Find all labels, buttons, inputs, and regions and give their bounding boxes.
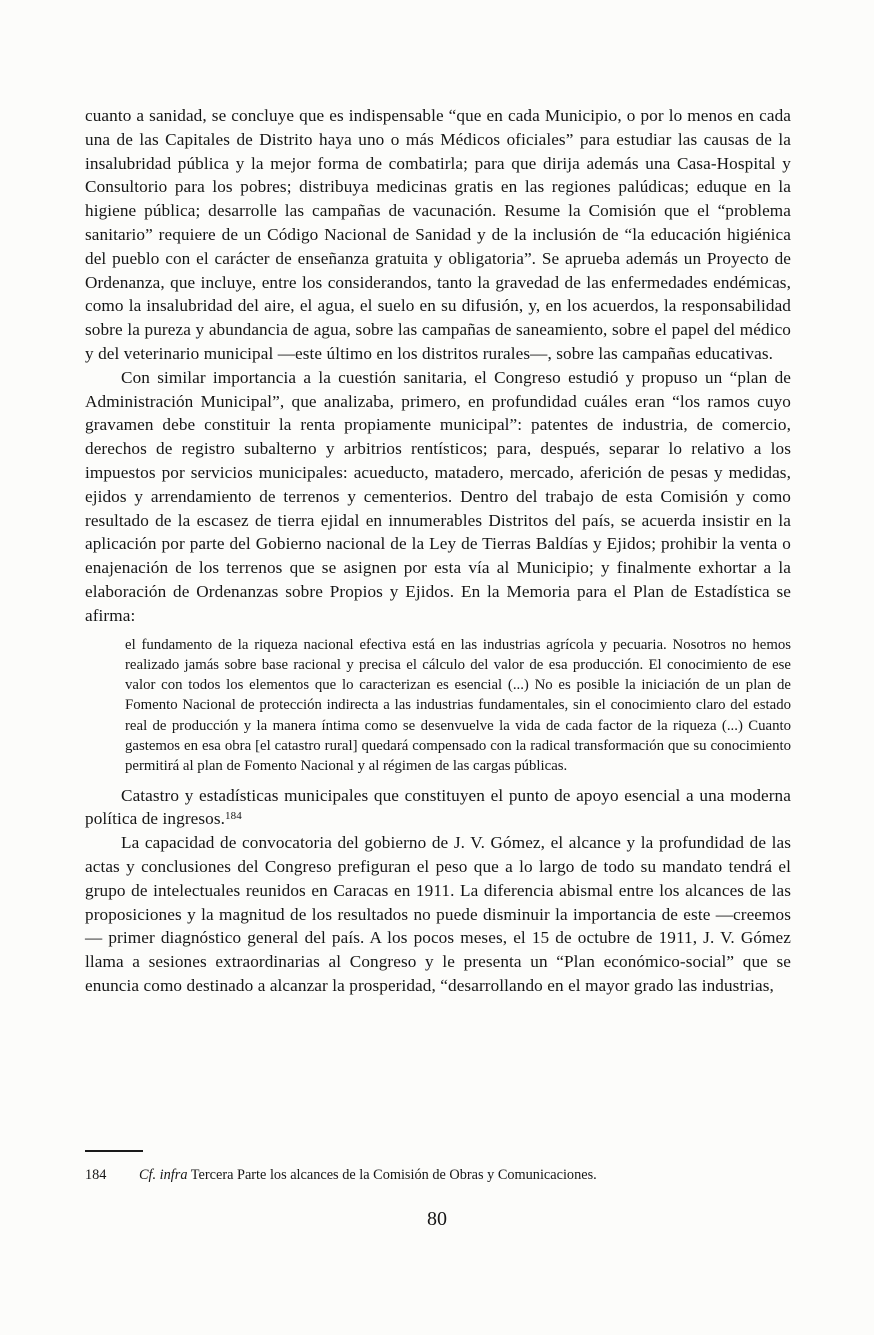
text-block [85,104,791,998]
footnote-reference-184: 184 [225,810,242,823]
footnote-italic-lead: Cf. infra [139,1167,188,1183]
paragraph-administracion-municipal: Con similar importancia a la cuestión sanitaria, el Congreso estudió y propuso un “plan de Administración Municipal”, que analizaba, primero, en profundidad cuáles eran “los ramos cuyo gravamen debe constituir la renta propiamente municipal”: patentes de industria, de comercio, derechos de registro subalterno y arbitrios rentísticos; para, después, separar lo relativo a los impuestos por servicios municipales: acueducto, matadero, mercado, aferición de pesas y medidas, ejidos y arrendamiento de terrenos y cementerios. Dentro del trabajo de esta Comisión y como resultado de la escasez de tierra ejidal en innumerables Distritos del país, se acuerda insistir en la aplicación por parte del Gobierno nacional de la Ley de Tierras Baldías y Ejidos; prohibir la venta o enajenación de los terrenos que se asignen por esta vía al Municipio; y finalmente exhortar a la elaboración de Ordenanzas sobre Propios y Ejidos. En la Memoria para el Plan de Estadística se afirma: [85,367,791,625]
page-number: 80 [427,1208,447,1230]
footnote-section [85,1150,791,1185]
paragraph-capacidad-convocatoria: La capacidad de convocatoria del gobierno de J. V. Gómez, el alcance y la profundidad de las actas y conclusiones del Congreso prefiguran el peso que a lo largo de todo su mandato tendrá el grupo de intelectuales reunidos en Caracas en 1911. La diferencia abismal entre los alcances de las proposiciones y la magnitud de los resultados no puede disminuir la importancia de este —creemos— primer diagnóstico general del país. A los pocos meses, el 15 de octubre de 1911, J. V. Gómez llama a sesiones extraordinarias al Congreso y le presenta un “Plan económico-social” que se enuncia como destinado a alcanzar la prosperidad, “desarrollando en el mayor grado las industrias, [85,833,791,995]
paragraph-catastro [85,784,791,832]
blockquote-memoria-estadistica: el fundamento de la riqueza nacional efectiva está en las industrias agrícola y pecuaria. Nosotros no hemos realizado jamás sobre base racional y precisa el cálculo del valor de esa producción. El conocimiento de ese valor con todos los elementos que lo caracterizan es esencial (...) No es posible la iniciación de un plan de Fomento Nacional de protección indirecta a las industrias fundamentales, sin el conocimiento claro del estado real de producción y la manera íntima como se desenvuelve la vida de cada factor de la riqueza (...) Cuanto gastemos en esa obra [el catastro rural] quedará compensado con la radical transformación que su conocimiento permitirá al plan de Fomento Nacional y al régimen de las cargas públicas. [125,636,791,775]
paragraph-catastro-text: Catastro y estadísticas municipales que constituyen el punto de apoyo esencial a una moderna política de ingresos. [85,785,791,829]
footnote-184 [85,1166,791,1185]
footnote-text: Tercera Parte los alcances de la Comisión de Obras y Comunicaciones. [187,1167,597,1183]
footnote-number: 184 [85,1167,107,1183]
paragraph-sanidad: cuanto a sanidad, se concluye que es indispensable “que en cada Municipio, o por lo menos en cada una de las Capitales de Distrito haya uno o más Médicos oficiales” para estudiar las causas de la insalubridad pública y la mejor forma de combatirla; para que dirija además una Casa-Hospital y Consultorio para los pobres; distribuya medicinas gratis en las regiones palúdicas; eduque en la higiene pública; desarrolle las campañas de vacunación. Resume la Comisión que el “problema sanitario” requiere de un Código Nacional de Sanidad y de la inclusión de “la educación higiénica del pueblo con el carácter de enseñanza gratuita y obligatoria”. Se aprueba además un Proyecto de Ordenanza, que incluye, entre los considerandos, tanto la gravedad de las enfermedades endémicas, como la insalubridad del aire, el agua, el suelo en su difusión, y, en los acuerdos, la responsabilidad sobre la pureza y abundancia de agua, sobre las campañas de saneamiento, sobre el papel del médico y del veterinario municipal —este último en los distritos rurales—, sobre las campañas educativas. [85,106,791,363]
footnote-separator-rule [85,1150,143,1152]
